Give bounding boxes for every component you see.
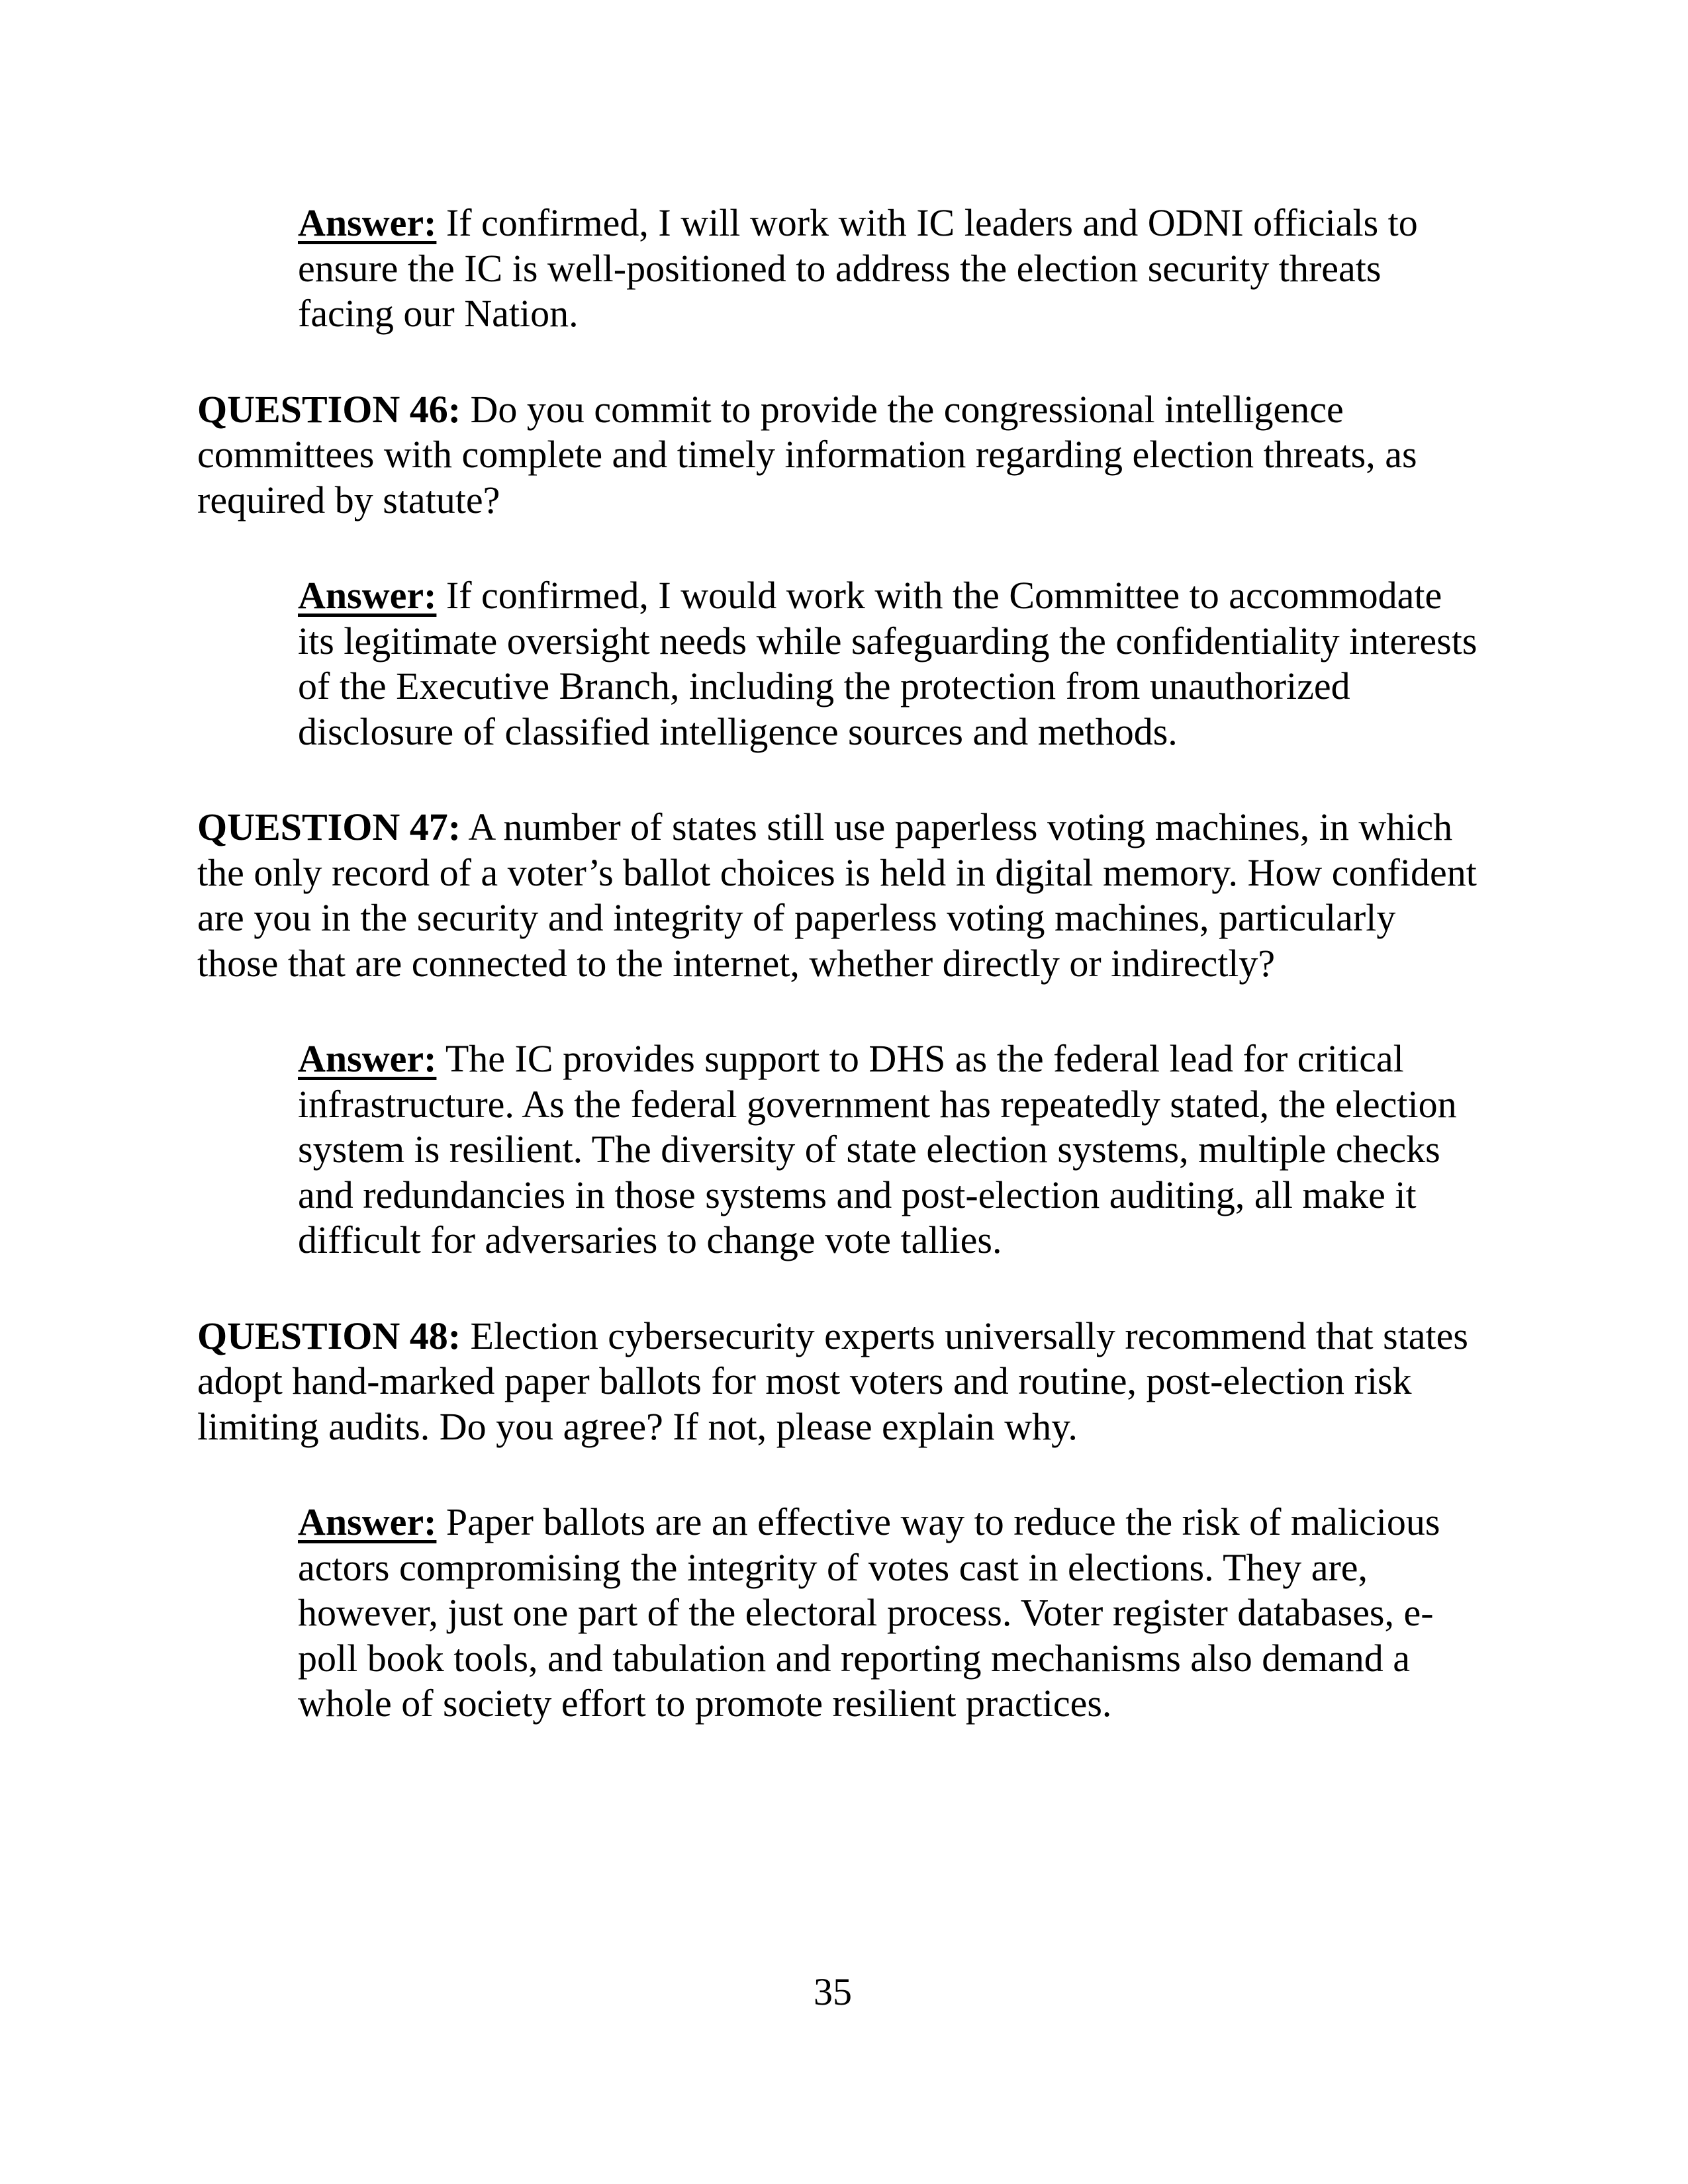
text-line (298, 246, 1688, 292)
text-line (298, 1082, 1688, 1128)
question-label: QUESTION 47: (197, 805, 461, 848)
question-paragraph (0, 1314, 1688, 1450)
text-line (197, 941, 1688, 987)
text-line (298, 1636, 1688, 1682)
text-line (197, 432, 1688, 478)
text-line (197, 1359, 1688, 1404)
question-paragraph (0, 387, 1688, 523)
answer-paragraph (0, 201, 1688, 337)
line-text: and redundancies in those systems and post-election auditing, all make it (298, 1173, 1417, 1216)
question-paragraph (0, 805, 1688, 986)
line-text: ensure the IC is well-positioned to address the election security threats (298, 246, 1382, 290)
answer-paragraph (0, 1500, 1688, 1727)
line-text: limiting audits. Do you agree? If not, please explain why. (197, 1404, 1078, 1448)
line-text: Election cybersecurity experts universally recommend that states (461, 1314, 1468, 1357)
question-label: QUESTION 48: (197, 1314, 461, 1357)
line-text: the only record of a voter’s ballot choices is held in digital memory. How confident (197, 850, 1477, 894)
line-text: adopt hand-marked paper ballots for most voters and routine, post-election risk (197, 1359, 1412, 1402)
line-text: system is resilient. The diversity of state election systems, multiple checks (298, 1128, 1440, 1171)
line-text: Paper ballots are an effective way to reduce the risk of malicious (436, 1500, 1440, 1543)
text-line (197, 387, 1688, 433)
text-line (298, 291, 1688, 337)
text-line (298, 619, 1688, 664)
text-line (298, 1173, 1688, 1218)
line-text: If confirmed, I will work with IC leaders and ODNI officials to (436, 201, 1418, 244)
text-line (298, 1036, 1688, 1082)
document-body (0, 201, 1688, 1727)
line-text: its legitimate oversight needs while safeguarding the confidentiality interests (298, 619, 1477, 662)
text-line (298, 1590, 1688, 1636)
text-line (298, 573, 1688, 619)
text-line (298, 201, 1688, 246)
line-text: required by statute? (197, 478, 500, 522)
text-line (197, 850, 1688, 896)
line-text: are you in the security and integrity of paperless voting machines, particularly (197, 896, 1396, 939)
line-text: A number of states still use paperless voting machines, in which (461, 805, 1453, 848)
line-text: of the Executive Branch, including the protection from unauthorized (298, 664, 1350, 707)
line-text: The IC provides support to DHS as the federal lead for critical (436, 1037, 1404, 1080)
answer-label: Answer: (298, 574, 437, 617)
answer-paragraph (0, 573, 1688, 754)
text-line (197, 478, 1688, 523)
line-text: committees with complete and timely information regarding election threats, as (197, 433, 1417, 476)
question-label: QUESTION 46: (197, 387, 461, 431)
text-line (298, 1500, 1688, 1545)
answer-label: Answer: (298, 1500, 437, 1543)
line-text: whole of society effort to promote resilient practices. (298, 1682, 1112, 1725)
text-line (197, 805, 1688, 850)
line-text: difficult for adversaries to change vote tallies. (298, 1218, 1002, 1261)
line-text: infrastructure. As the federal government has repeatedly stated, the election (298, 1082, 1457, 1126)
text-line (197, 1314, 1688, 1359)
answer-paragraph (0, 1036, 1688, 1263)
line-text: actors compromising the integrity of votes cast in elections. They are, (298, 1545, 1368, 1589)
page-number: 35 (814, 1970, 852, 2013)
text-line (298, 1127, 1688, 1173)
text-line (298, 1218, 1688, 1263)
line-text: those that are connected to the internet, whether directly or indirectly? (197, 941, 1276, 985)
line-text: If confirmed, I would work with the Committee to accommodate (436, 574, 1442, 617)
line-text: poll book tools, and tabulation and reporting mechanisms also demand a (298, 1636, 1411, 1680)
text-line (197, 1404, 1688, 1450)
line-text: facing our Nation. (298, 292, 579, 335)
line-text: however, just one part of the electoral process. Voter register databases, e- (298, 1591, 1434, 1634)
text-line (298, 1545, 1688, 1591)
text-line (298, 1681, 1688, 1727)
answer-label: Answer: (298, 201, 437, 244)
line-text: Do you commit to provide the congressional intelligence (461, 387, 1344, 431)
text-line (197, 895, 1688, 941)
line-text: disclosure of classified intelligence sources and methods. (298, 709, 1178, 753)
answer-label: Answer: (298, 1037, 437, 1080)
text-line (298, 709, 1688, 755)
text-line (298, 664, 1688, 709)
